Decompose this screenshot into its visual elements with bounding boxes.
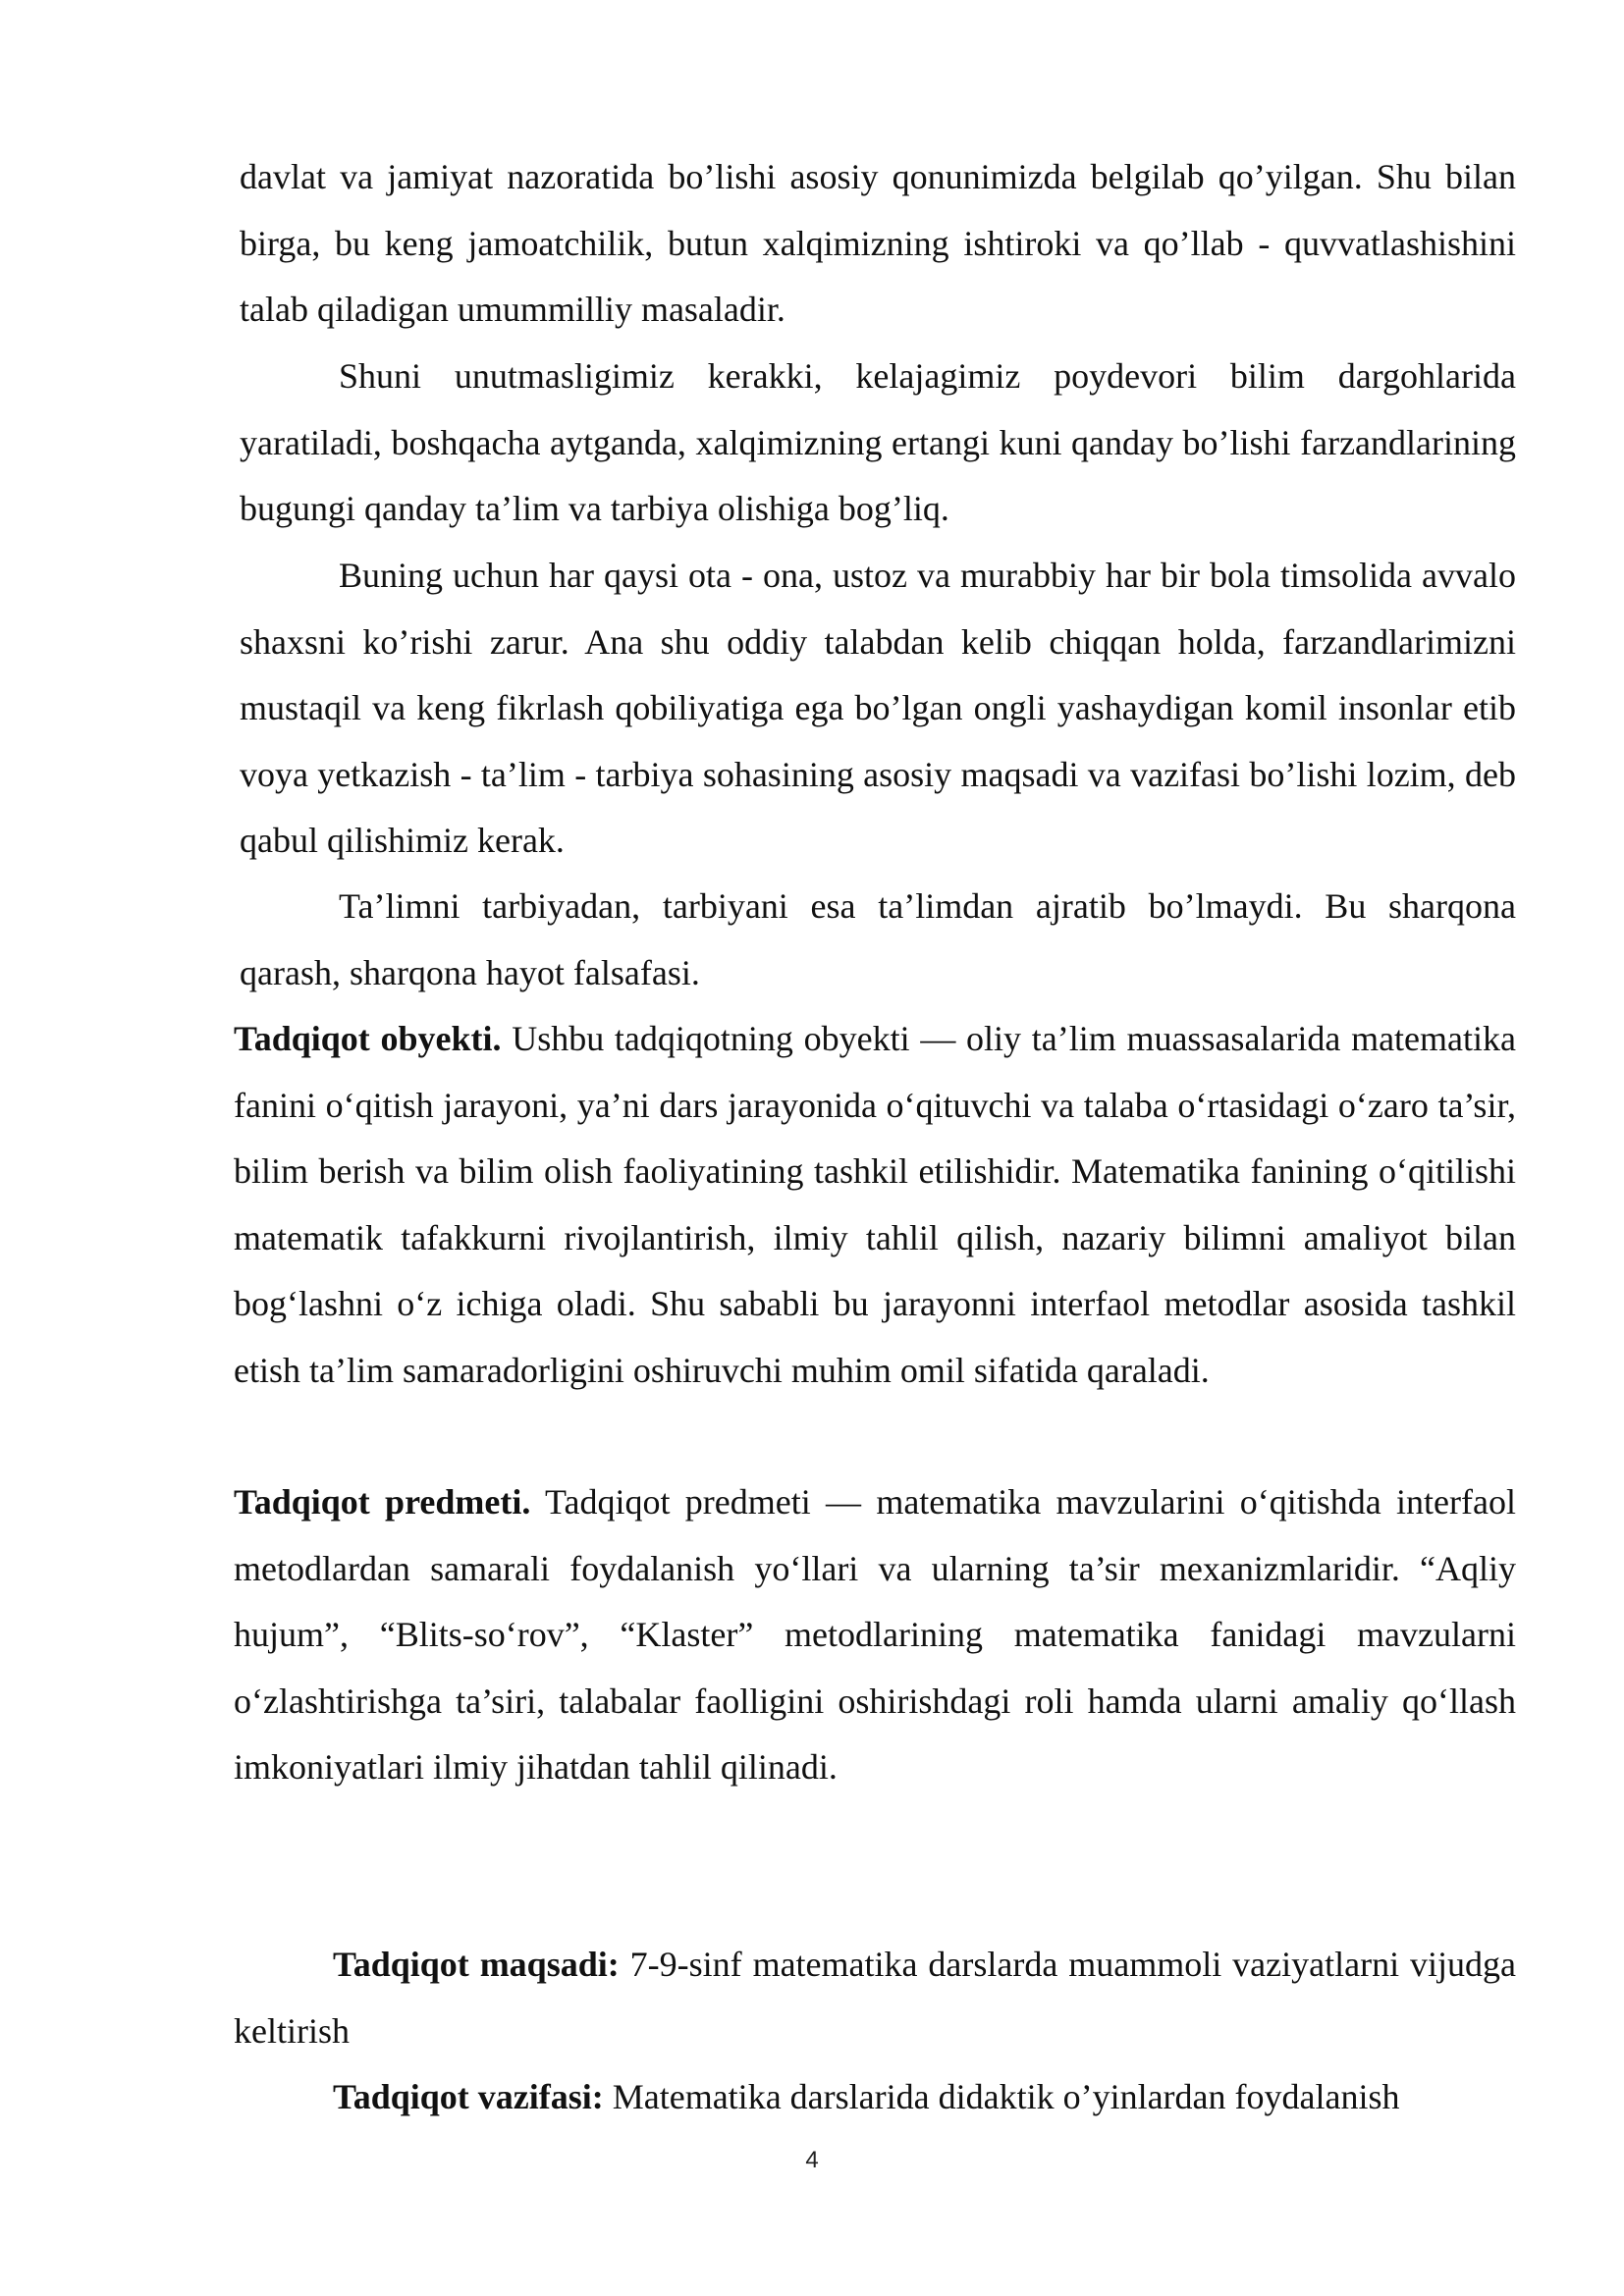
paragraph-upbringing: Buning uchun har qaysi ota - ona, ustoz va murabbiy har bir bola timsolida avvalo shaxsni ko’rishi zarur. Ana shu oddiy talabdan kelib chiqqan holda, farzandlarimizni mustaqil va keng fikrlash qobiliyatiga ega bo’lgan ongli yashaydigan komil insonlar etib voya yetkazish - ta’lim - tarbiya sohasining asosiy maqsadi va vazifasi bo’lishi lozim, deb qabul qilishimiz kerak. xyxy=(240,556,1516,860)
section-research-task xyxy=(234,2064,1516,2131)
research-object-text: Ushbu tadqiqotning obyekti — oliy ta’lim muassasalarida matematika fanini o‘qitish jarayoni, ya’ni dars jarayonida o‘qituvchi va talaba o‘rtasidagi o‘zaro ta’sir, bilim berish va bilim olish faoliyatining tashkil etilishidir. Matematika fanining o‘qitilishi matematik tafakkurni rivojlantirish, ilmiy tahlil qilish, nazariy bilimni amaliyot bilan bog‘lashni o‘z ichiga oladi. Shu sababli bu jarayonni interfaol metodlar asosida tashkil etish ta’lim samaradorligini oshiruvchi muhim omil sifatida qaraladi. xyxy=(234,1019,1517,1390)
research-subject-heading: Tadqiqot predmeti. xyxy=(234,1482,531,1522)
page-number: 4 xyxy=(805,2147,819,2173)
research-task-heading: Tadqiqot vazifasi: xyxy=(333,2077,604,2116)
research-subject-text: Tadqiqot predmeti — matematika mavzularini o‘qitishda interfaol metodlardan samarali foydalanish yo‘llari va ularning ta’sir mexanizmlaridir. “Aqliy hujum”, “Blits-so‘rov”, “Klaster” metodlarining matematika fanidagi mavzularni o‘zlashtirishga ta’siri, talabalar faolligini oshirishdagi roli hamda ularni amaliy qo‘llash imkoniyatlari ilmiy jihatdan tahlil qilinadi. xyxy=(234,1482,1516,1787)
paragraph-philosophy: Ta’limni tarbiyadan, tarbiyani esa ta’limdan ajratib bo’lmaydi. Bu sharqona qarash, sharqona hayot falsafasi. xyxy=(240,886,1516,992)
research-goal-text: 7-9-sinf matematika darslarda muammoli vaziyatlarni vijudga keltirish xyxy=(234,1945,1516,2051)
paragraph-intro: davlat va jamiyat nazoratida bo’lishi asosiy qonunimizda belgilab qo’yilgan. Shu bilan birga, bu keng jamoatchilik, butun xalqimizning ishtiroki va qo’llab - quvvatlashishini talab qiladigan umummilliy masaladir. xyxy=(240,157,1516,329)
section-research-goal xyxy=(234,1932,1516,2064)
research-goal-heading: Tadqiqot maqsadi: xyxy=(333,1945,620,1984)
research-object-heading: Tadqiqot obyekti. xyxy=(234,1019,502,1058)
paragraph-foundation: Shuni unutmasligimiz kerakki, kelajagimiz poydevori bilim dargohlarida yaratiladi, boshqacha aytganda, xalqimizning ertangi kuni qanday bo’lishi farzandlarining bugungi qanday ta’lim va tarbiya olishiga bog’liq. xyxy=(240,356,1516,528)
section-research-subject xyxy=(234,1469,1516,1801)
section-research-object xyxy=(234,1006,1516,1404)
research-task-text: Matematika darslarida didaktik o’yinlardan foydalanish xyxy=(603,2077,1400,2116)
